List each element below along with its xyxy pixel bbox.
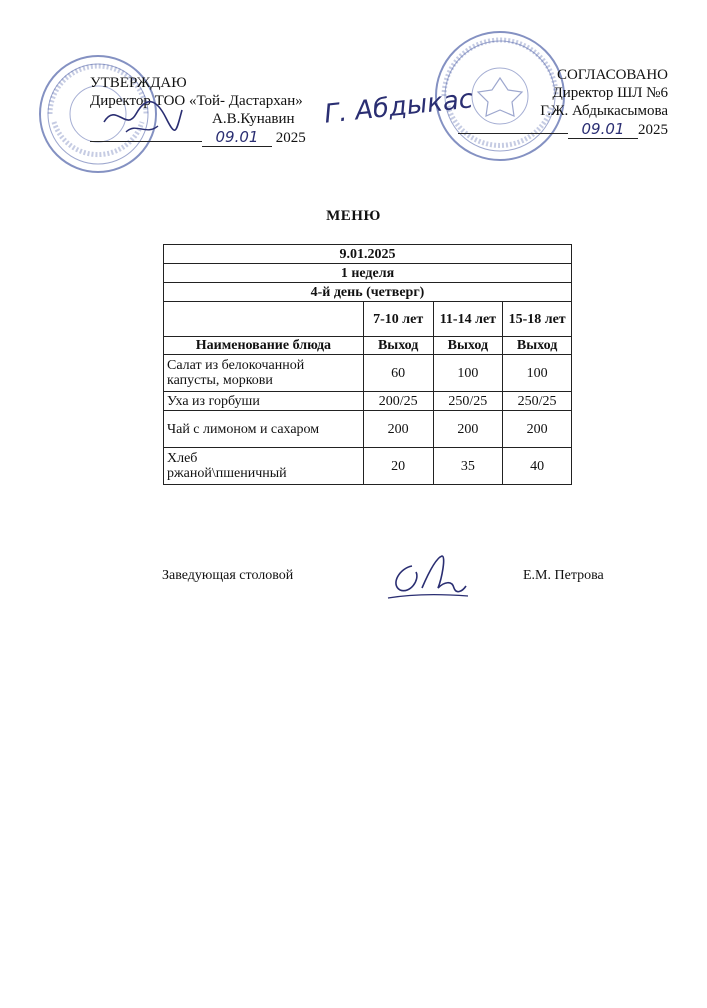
agree-signature-line xyxy=(458,133,568,134)
approve-date-handwritten: 09.01 xyxy=(202,128,272,147)
handwritten-signature: Г. Абдыкас xyxy=(322,84,475,130)
dish-name: Уха из горбуши xyxy=(164,392,364,411)
agree-position: Директор ШЛ №6 xyxy=(552,85,668,101)
output-header-3: Выход xyxy=(503,337,572,355)
dish-name: Хлеб ржаной\пшеничный xyxy=(164,448,364,485)
dish-output: 35 xyxy=(433,448,503,485)
approve-name: А.В.Кунавин xyxy=(212,111,295,127)
age-group-2: 11-14 лет xyxy=(433,302,503,337)
canteen-head-signature xyxy=(382,548,472,604)
age-group-3: 15-18 лет xyxy=(503,302,572,337)
agree-block xyxy=(440,66,668,139)
output-header-2: Выход xyxy=(433,337,503,355)
dish-output: 100 xyxy=(503,355,572,392)
agree-date-handwritten: 09.01 xyxy=(568,120,638,139)
menu-week: 1 неделя xyxy=(164,264,572,283)
menu-day: 4-й день (четверг) xyxy=(164,283,572,302)
dish-name: Салат из белокочанной капусты, моркови xyxy=(164,355,364,392)
approve-position: Директор ТОО «Той- Дастархан» xyxy=(90,93,303,109)
approve-heading: УТВЕРЖДАЮ xyxy=(90,75,187,91)
agree-name: Г.Ж. Абдыкасымова xyxy=(540,103,668,119)
table-row xyxy=(164,392,572,411)
menu-title: МЕНЮ xyxy=(326,208,381,224)
dish-output: 20 xyxy=(363,448,433,485)
dish-output: 100 xyxy=(433,355,503,392)
output-header-1: Выход xyxy=(363,337,433,355)
director-signature xyxy=(96,92,186,142)
agree-year: 2025 xyxy=(638,122,668,138)
table-row xyxy=(164,411,572,448)
footer-role: Заведующая столовой xyxy=(162,568,294,583)
menu-table xyxy=(163,244,572,485)
dish-output: 200/25 xyxy=(363,392,433,411)
footer-name: Е.М. Петрова xyxy=(523,568,604,583)
age-group-1: 7-10 лет xyxy=(363,302,433,337)
dish-output: 40 xyxy=(503,448,572,485)
age-header-empty xyxy=(164,302,364,337)
table-row xyxy=(164,355,572,392)
dish-output: 200 xyxy=(503,411,572,448)
dish-output: 200 xyxy=(363,411,433,448)
dish-name: Чай с лимоном и сахаром xyxy=(164,411,364,448)
dish-output: 250/25 xyxy=(433,392,503,411)
approve-year: 2025 xyxy=(275,130,306,146)
menu-date: 9.01.2025 xyxy=(164,245,572,264)
dish-output: 250/25 xyxy=(503,392,572,411)
dish-column-header: Наименование блюда xyxy=(164,337,364,355)
table-row xyxy=(164,448,572,485)
dish-output: 60 xyxy=(363,355,433,392)
dish-output: 200 xyxy=(433,411,503,448)
agree-heading: СОГЛАСОВАНО xyxy=(556,67,668,83)
